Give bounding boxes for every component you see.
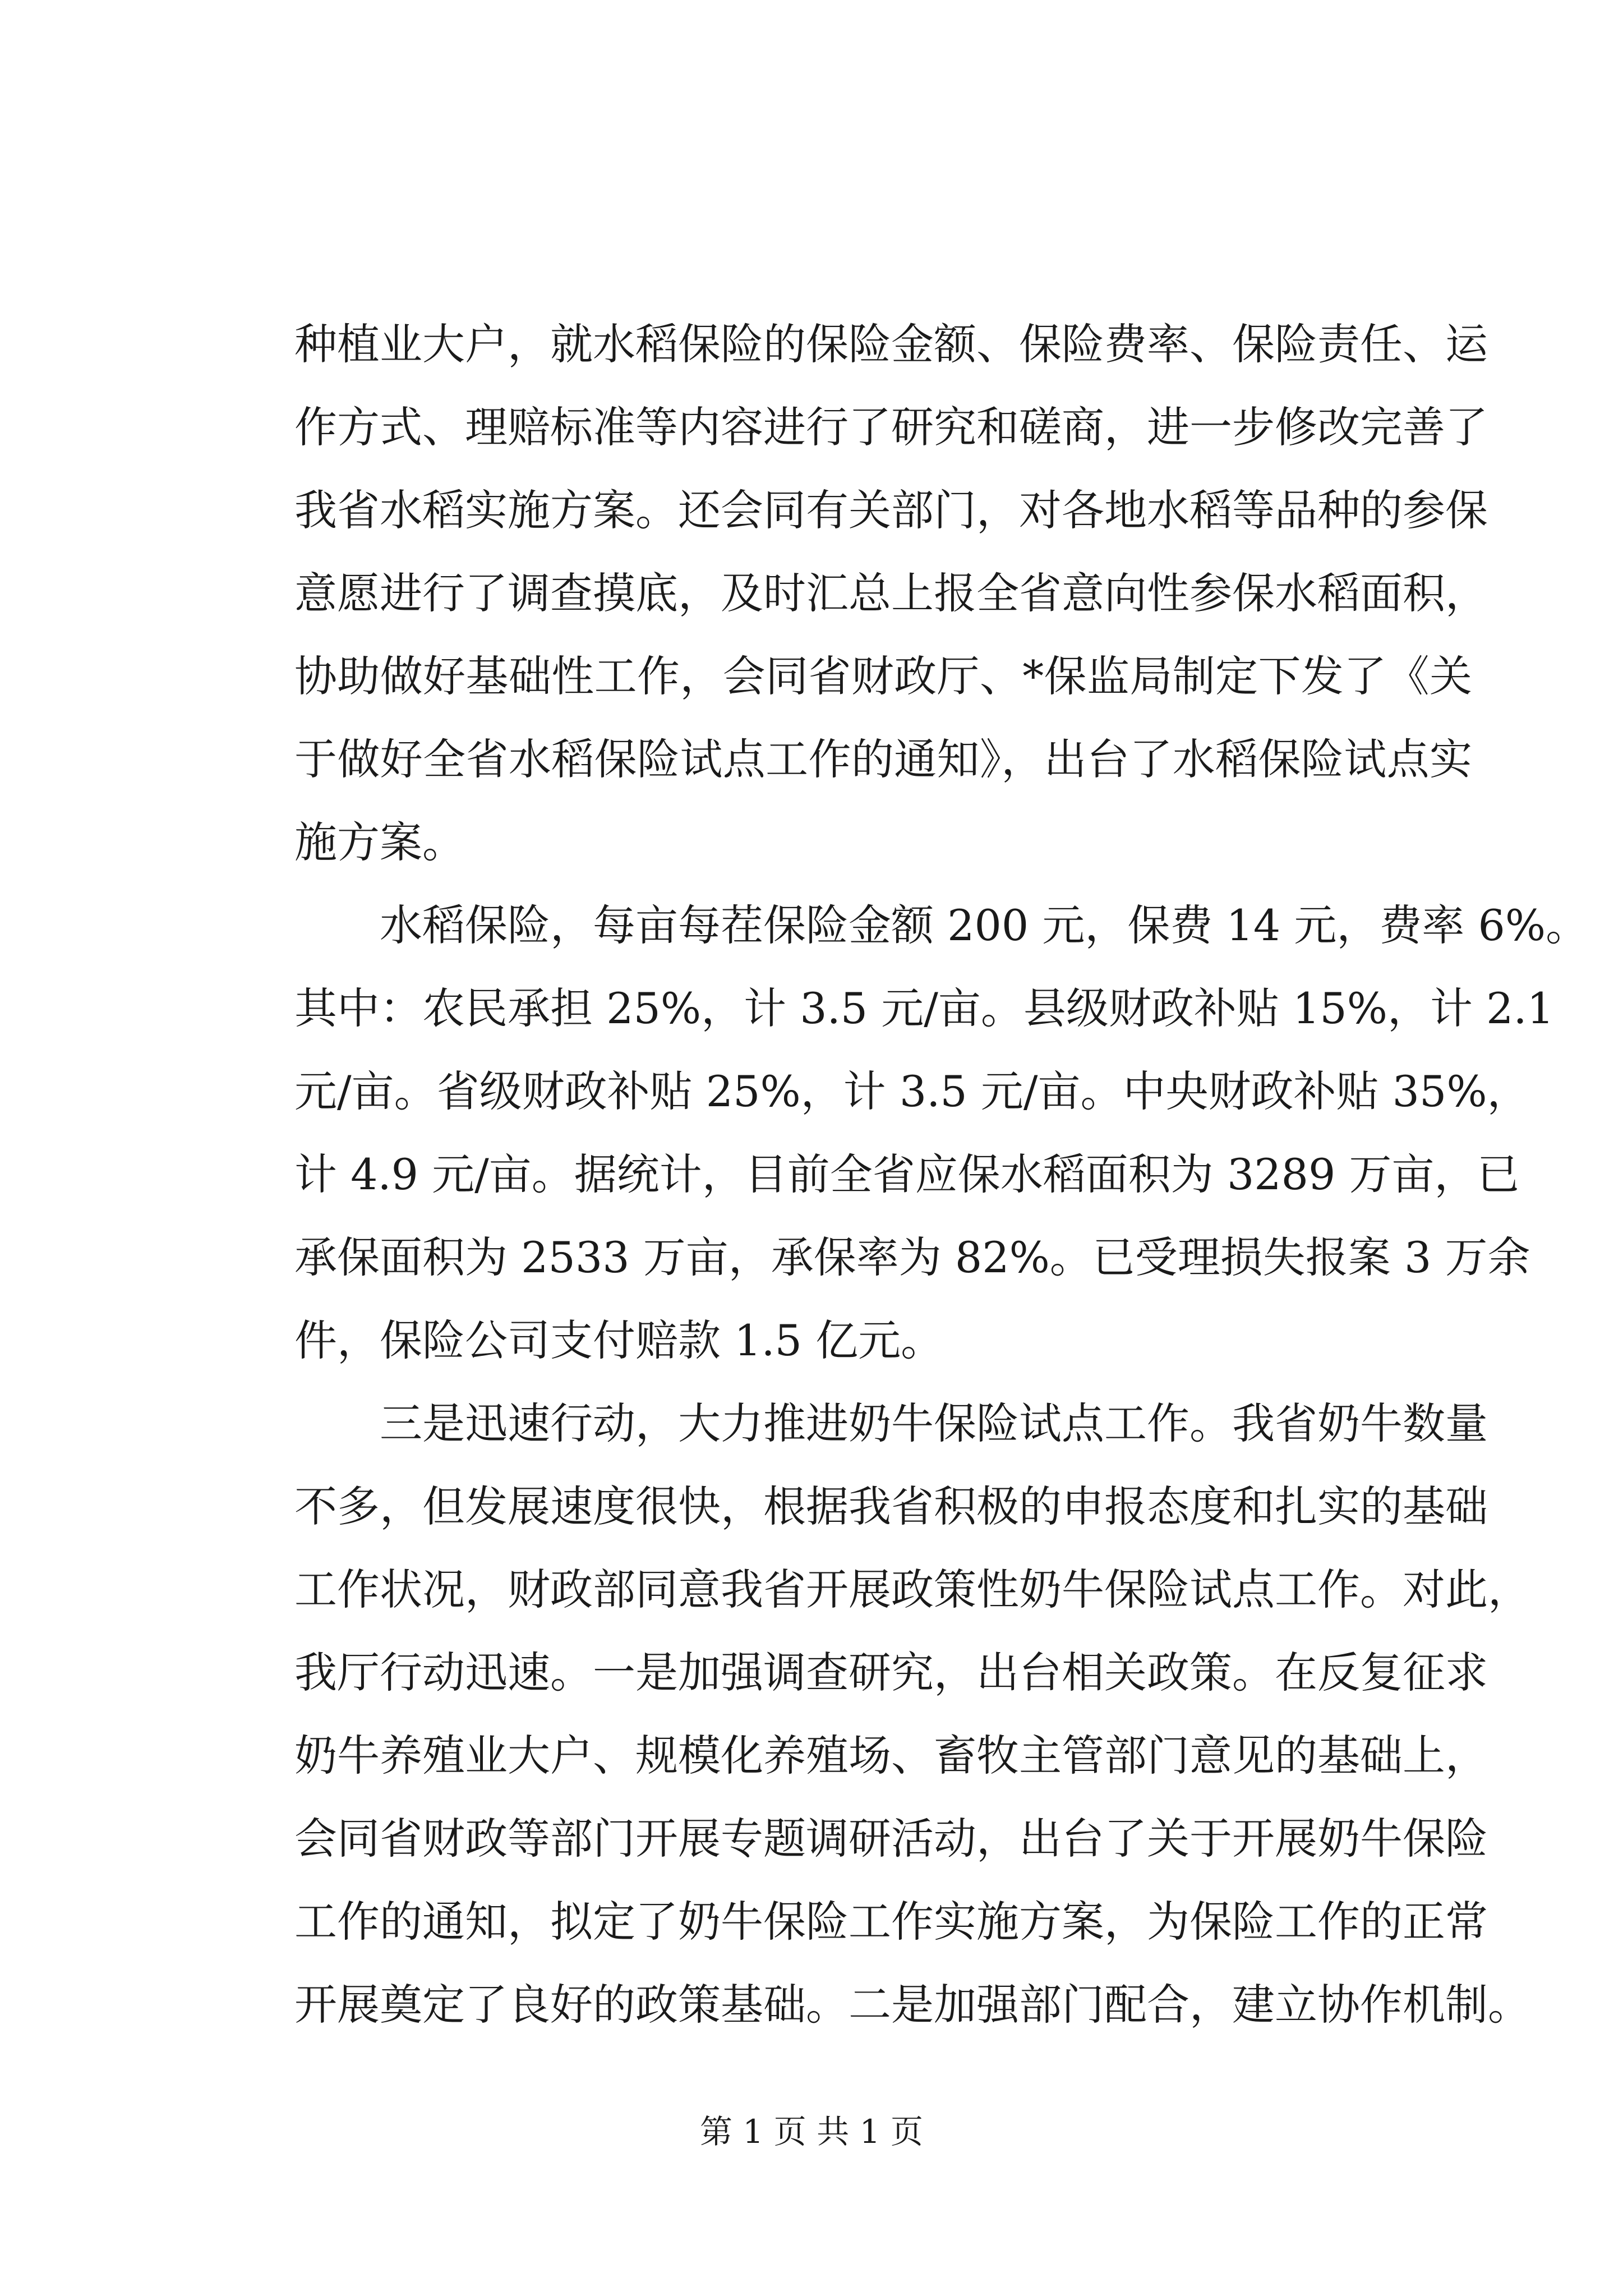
page-number-label: 第 1 页 共 1 页 xyxy=(700,2113,923,2151)
text-line: 协助做好基础性工作，会同省财政厅、*保监局制定下发了《关 xyxy=(294,651,1472,701)
text-line: 我厅行动迅速。一是加强调查研究，出台相关政策。在反复征求 xyxy=(294,1648,1488,1697)
text-line: 工作状况，财政部同意我省开展政策性奶牛保险试点工作。对此， xyxy=(294,1565,1530,1614)
text-line: 于做好全省水稻保险试点工作的通知》，出台了水稻保险试点实 xyxy=(294,734,1472,784)
text-line: 意愿进行了调查摸底，及时汇总上报全省意向性参保水稻面积， xyxy=(294,568,1488,618)
text-line: 种植业大户，就水稻保险的保险金额、保险费率、保险责任、运 xyxy=(294,319,1488,369)
text-line: 其中：农民承担 25%，计 3.5 元/亩。县级财政补贴 15%，计 2.1 xyxy=(294,983,1554,1033)
text-line: 工作的通知，拟定了奶牛保险工作实施方案，为保险工作的正常 xyxy=(294,1897,1488,1947)
text-line: 我省水稻实施方案。还会同有关部门，对各地水稻等品种的参保 xyxy=(294,485,1488,535)
paragraph-first-line: 三是迅速行动，大力推进奶牛保险试点工作。我省奶牛数量 xyxy=(380,1398,1488,1448)
text-line: 施方案。 xyxy=(294,817,465,867)
text-line: 会同省财政等部门开展专题调研活动，出台了关于开展奶牛保险 xyxy=(294,1814,1488,1864)
text-line: 计 4.9 元/亩。据统计，目前全省应保水稻面积为 3289 万亩，已 xyxy=(294,1149,1520,1199)
page-footer xyxy=(0,2109,1623,2154)
text-line: 不多，但发展速度很快，根据我省积极的申报态度和扎实的基础 xyxy=(294,1481,1488,1531)
text-line: 元/亩。省级财政补贴 25%，计 3.5 元/亩。中央财政补贴 35%， xyxy=(294,1066,1530,1116)
text-line: 奶牛养殖业大户、规模化养殖场、畜牧主管部门意见的基础上， xyxy=(294,1731,1488,1780)
text-line: 件，保险公司支付赔款 1.5 亿元。 xyxy=(294,1315,944,1365)
document-body xyxy=(294,303,1589,2046)
text-line: 承保面积为 2533 万亩，承保率为 82%。已受理损失报案 3 万余 xyxy=(294,1232,1530,1282)
paragraph-first-line: 水稻保险，每亩每茬保险金额 200 元，保费 14 元，费率 6%。 xyxy=(380,900,1589,950)
text-line: 开展奠定了良好的政策基础。二是加强部门配合，建立协作机制。 xyxy=(294,1980,1530,2030)
text-line: 作方式、理赔标准等内容进行了研究和磋商，进一步修改完善了 xyxy=(294,402,1488,452)
